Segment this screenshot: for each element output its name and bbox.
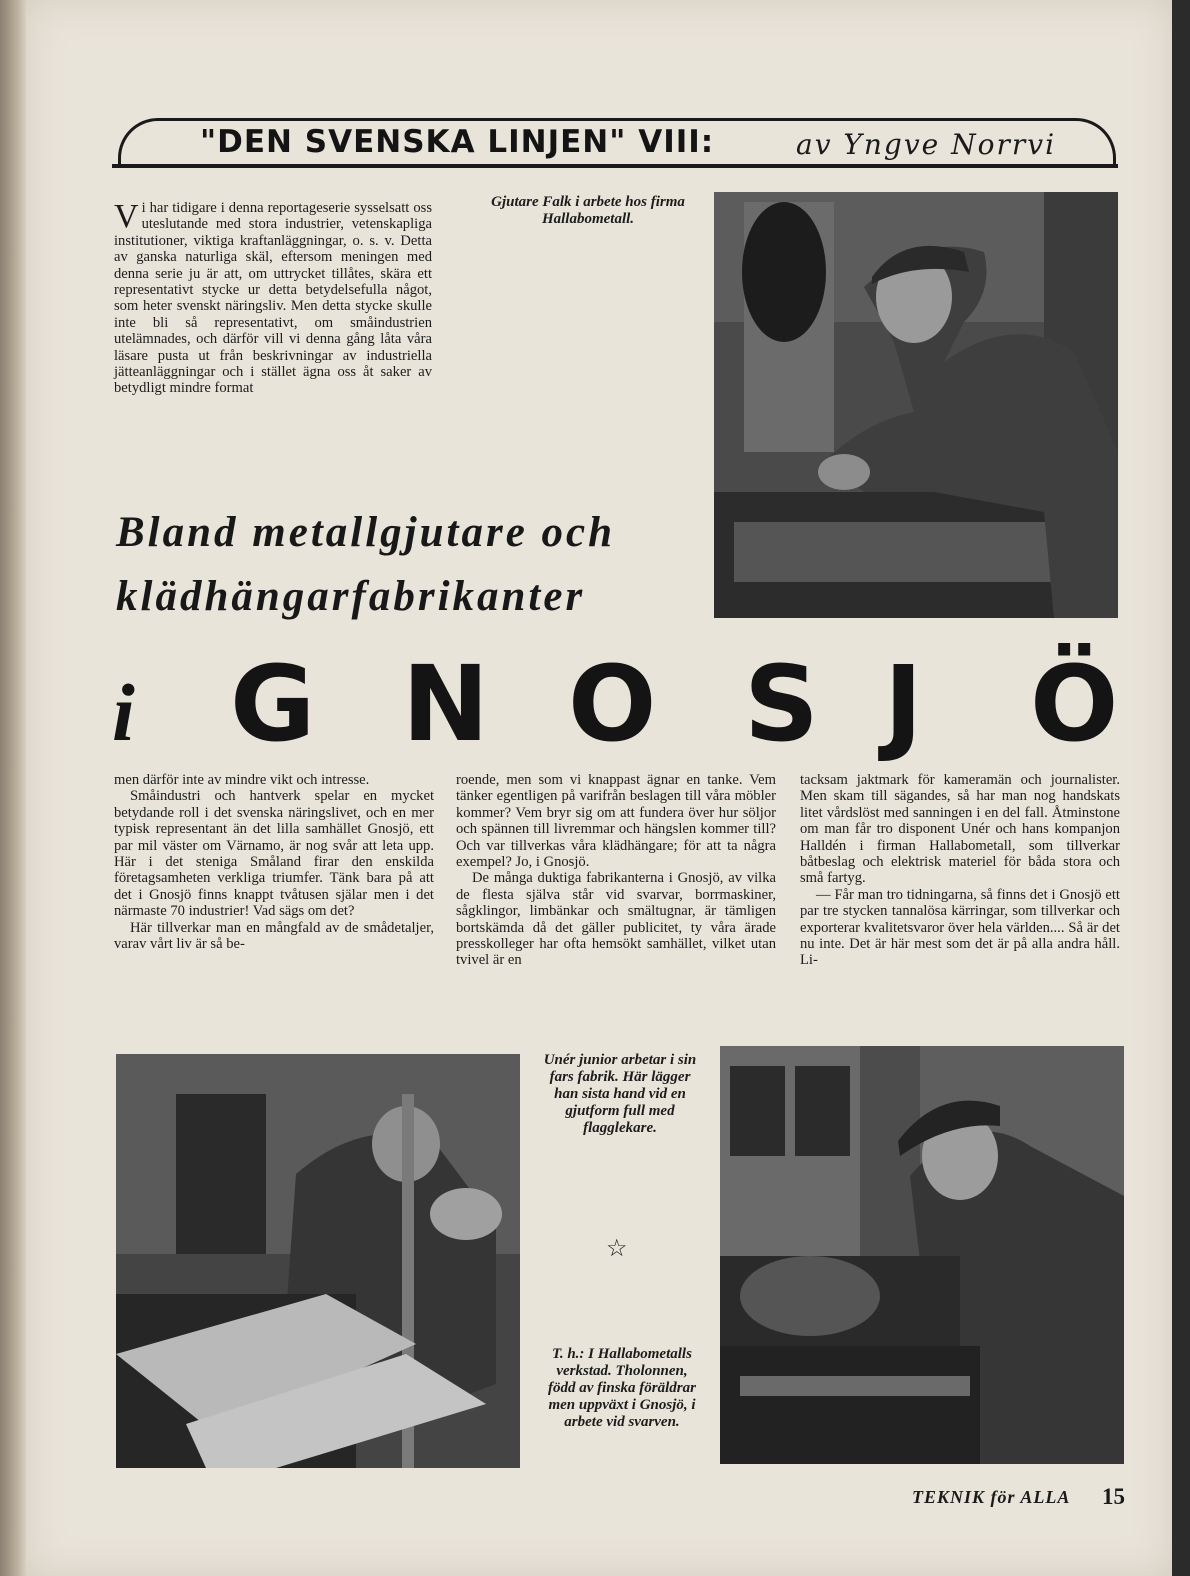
caption-top-photo: Gjutare Falk i arbete hos firma Hallabometall. xyxy=(491,194,685,227)
headline-letter-n: N xyxy=(402,643,490,765)
photo-foundry-worker-illustration xyxy=(714,192,1118,618)
headline-letter-s: S xyxy=(744,643,819,765)
body-column-1 xyxy=(114,772,434,952)
paragraph: Småindustri och hantverk spelar en mycket betydande roll i det svenska näringslivet, och en mer typisk representant än det lilla samhället Gnosjö, ett par mil väster om Värnamo, är nog svår att leta upp. Här i det steniga Småland firar den enskilda företagsamheten verkliga triumfer. Tänk bara på att det i Gnosjö finns knappt tvåtusen själar men i det närmaste 70 industrier! Vad sägs om det? xyxy=(114,788,434,920)
intro-text: i har tidigare i denna reportageserie sysselsatt oss uteslutande med stora industrier, vetenskapliga institutioner, viktiga kraftanläggningar, o. s. v. Detta av ganska naturliga skäl, eftersom meningen med denna serie ju är att, om uttrycket tillåtes, skära ett representativt stycke ur detta betydelsefulla något, som heter svenskt näringsliv. Men detta stycke skulle inte bli så representativt, om småindustrien utelämnades, och därför vill vi denna gång låta våra läsare pusta ut från beskrivningar av industriella jätteanläggningar och i stället ägna oss åt saker av betydligt mindre format xyxy=(114,200,432,397)
paragraph: tacksam jaktmark för kameramän och journalister. Men skam till sägandes, så har man nog handskats litet vårdslöst med sanningen i en del fall. Åtminstone om man får tro disponent Unér och hans kompanjon Halldén i firman Hallabometall, som tillverkar båtbeslag och elektrisk materiel för båda stora och små fartyg. xyxy=(800,772,1120,887)
paragraph: men därför inte av mindre vikt och intresse. xyxy=(114,772,370,788)
headline-prefix: i xyxy=(112,667,135,758)
photo-foundry-worker xyxy=(714,192,1118,618)
drop-cap: V xyxy=(114,198,139,235)
headline-letter-o-umlaut: Ö xyxy=(1030,643,1119,765)
photo-lathe-worker xyxy=(720,1046,1124,1464)
paragraph: roende, men som vi knappast ägnar en tanke. Vem tänker egentligen på varifrån beslagen till våra möbler kommer? Vem bryr sig om att fundera över hur söljor och spännen till livremmar och hängslen kommer till? Och var tillverkas våra klädhängare; för att ta några exempel? Jo, i Gnosjö. xyxy=(456,772,776,871)
paragraph: Här tillverkar man en mångfald av de smådetaljer, varav vårt liv är så be- xyxy=(114,919,434,953)
photo-casting-mold-illustration xyxy=(116,1054,520,1468)
photo-lathe-worker-illustration xyxy=(720,1046,1124,1464)
author-byline: av Yngve Norrvi xyxy=(796,128,1057,161)
intro-paragraph xyxy=(114,200,432,397)
photo-casting-mold xyxy=(116,1054,520,1468)
headline-letter-g: G xyxy=(230,643,316,765)
headline-line-2: klädhängarfabrikanter xyxy=(116,573,586,620)
series-title: "DEN SVENSKA LINJEN" VIII: xyxy=(200,124,715,160)
body-column-3 xyxy=(800,772,1120,969)
headline-letter-j: J xyxy=(884,643,923,765)
caption-middle-photo: Unér junior arbetar i sin fars fabrik. Här lägger han sista hand vid en gjutform full med flagglekare. xyxy=(543,1052,697,1136)
adjacent-page-edge xyxy=(0,0,26,1576)
star-ornament-icon: ☆ xyxy=(606,1234,628,1262)
page-number: 15 xyxy=(1102,1484,1125,1509)
header-rule xyxy=(112,164,1118,168)
caption-lathe-photo: T. h.: I Hallabometalls verkstad. Tholonnen, född av finska föräldrar men uppväxt i Gnosjö, i arbete vid svarven. xyxy=(548,1346,696,1430)
paragraph: De många duktiga fabrikanterna i Gnosjö, av vilka de flesta själva står vid svarvar, borrmaskiner, sågklingor, limbänkar och smältugnar, är tämligen bortskämda då det gäller publicitet, ty våra ärade presskolleger har ofta hemsökt samhället, vilket utan tvivel är en xyxy=(456,870,776,969)
headline-letter-o: O xyxy=(568,643,657,765)
footer-magazine-name: TEKNIK för ALLA xyxy=(912,1487,1071,1507)
headline-line-1: Bland metallgjutare och xyxy=(116,509,616,556)
paragraph: — Får man tro tidningarna, så finns det i Gnosjö ett par tre stycken tannalösa kärringar, som tillverkar och exporterar kvalitetsvaror över hela världen.... Så är det nu inte. Det är här mest som det är på alla andra håll. Li- xyxy=(800,886,1120,969)
body-column-2 xyxy=(456,772,776,969)
